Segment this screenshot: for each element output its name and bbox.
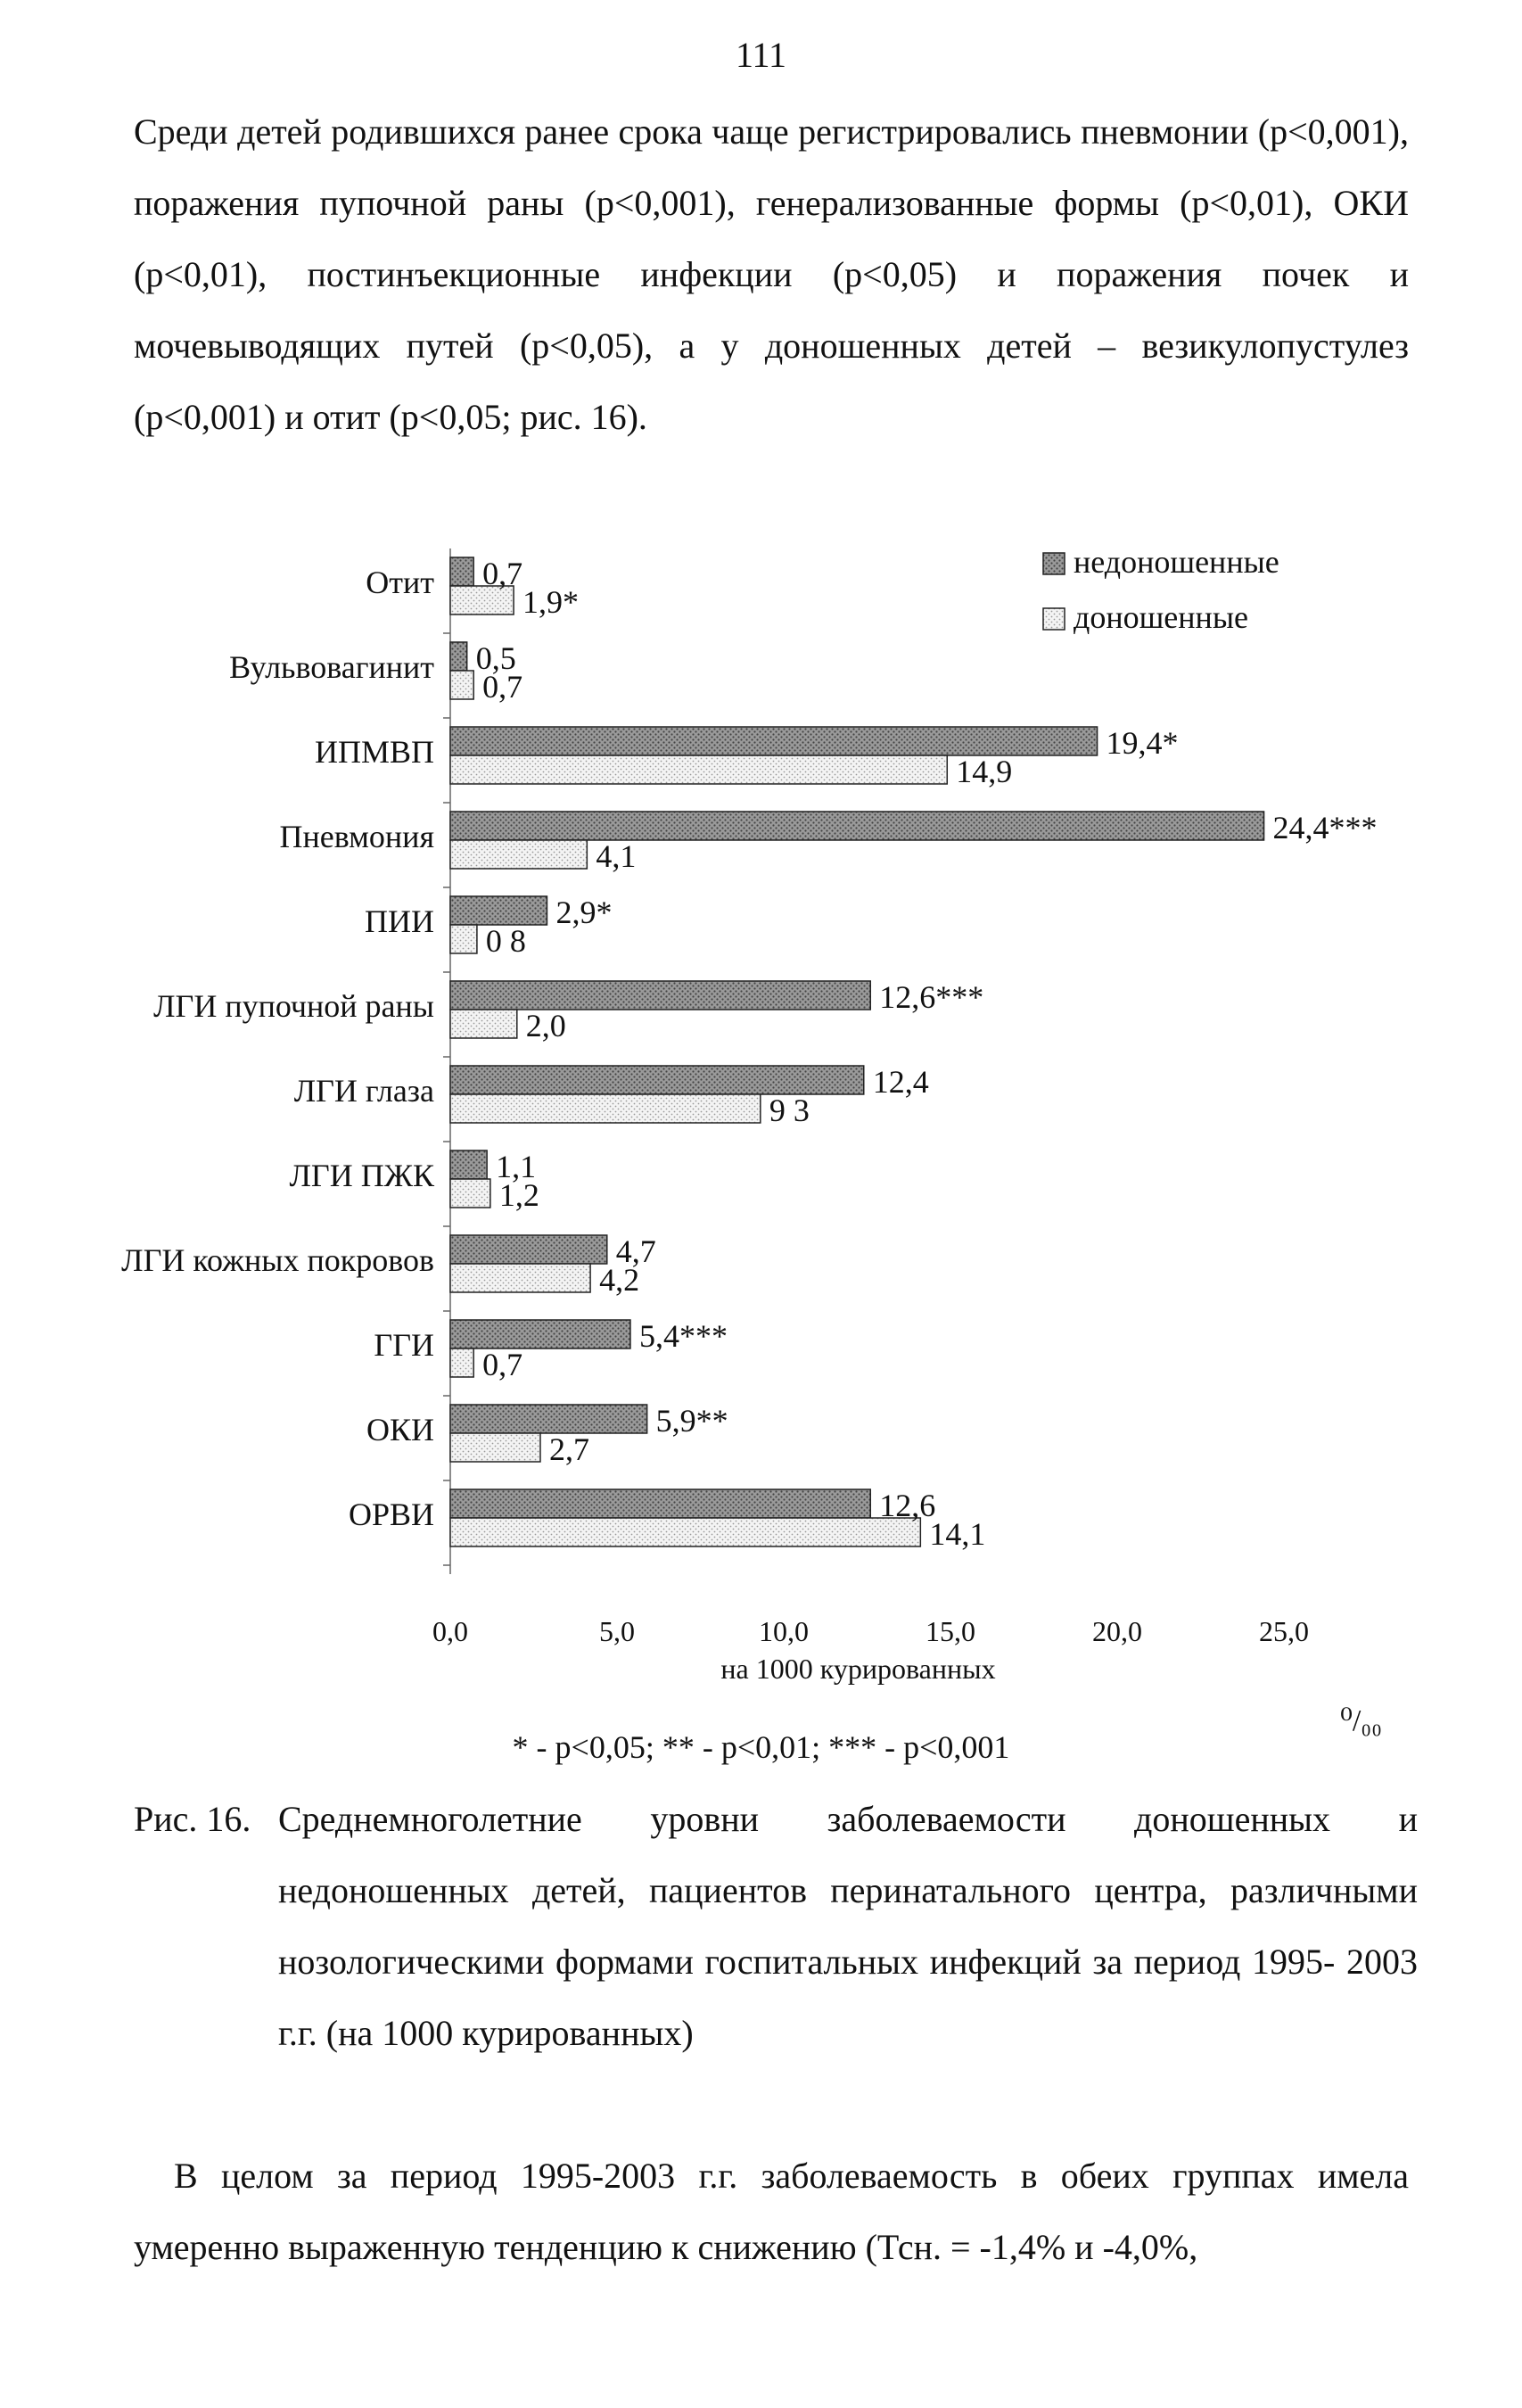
x-tick-label: 15,0	[926, 1615, 975, 1647]
value-label-preterm-ипмвп: 19,4*	[1106, 725, 1179, 761]
bar-preterm-лги-пжк	[450, 1150, 487, 1179]
bar-term-лги-кожных-покровов	[450, 1264, 590, 1292]
value-label-term-оки: 2,7	[548, 1431, 589, 1467]
page-number: 111	[735, 35, 787, 75]
paragraph-top: Среди детей родившихся ранее срока чаще регистрировались пневмонии (p<0,001), поражения пупочной раны (p<0,001), генерализованные формы (p<0,01), ОКИ (p<0,01), постинъекционные инфекции (p<0,05) и поражения почек и мочевыводящих путей (p<0,05), а у доношенных детей – везикулопустулез (p<0,001) и отит (p<0,05; рис. 16).	[134, 111, 1409, 437]
value-label-term-лги-глаза: 9 3	[769, 1093, 810, 1128]
category-label-лги-глаза: ЛГИ глаза	[293, 1073, 434, 1109]
value-label-term-гги: 0,7	[482, 1347, 523, 1382]
x-tick-label: 0,0	[432, 1615, 468, 1647]
value-label-term-вульвовагинит: 0,7	[482, 669, 523, 705]
bar-preterm-вульвовагинит	[450, 642, 467, 671]
value-label-preterm-пии: 2,9*	[555, 895, 613, 930]
caption-text: Среднемноголетние уровни заболеваемости доношенных и недоношенных детей, пациентов перинатального центра, различными нозологическими формами госпитальных инфекций за период 1995- 2003 г.г. (на 1000 курированных)	[278, 1799, 1418, 2053]
bar-term-орви	[450, 1518, 920, 1546]
category-label-отит: Отит	[366, 565, 434, 600]
category-label-лги-пжк: ЛГИ ПЖК	[289, 1158, 434, 1193]
value-label-preterm-пневмония: 24,4***	[1272, 810, 1378, 845]
bar-preterm-орви	[450, 1489, 870, 1518]
value-label-term-пневмония: 4,1	[596, 838, 637, 874]
bar-term-ипмвп	[450, 755, 947, 784]
x-axis-label: на 1000 курированных	[720, 1653, 996, 1685]
value-label-preterm-лги-глаза: 12,4	[872, 1064, 929, 1100]
bar-term-пневмония	[450, 840, 587, 869]
chart-svg	[98, 535, 1436, 1748]
bar-term-гги	[450, 1348, 473, 1377]
legend-label-доношенные: доношенные	[1074, 599, 1248, 635]
value-label-term-ипмвп: 14,9	[956, 754, 1013, 789]
bar-preterm-оки	[450, 1405, 647, 1433]
value-label-preterm-лги-пжк: 1,1	[496, 1149, 537, 1184]
value-label-term-пии: 0 8	[485, 923, 526, 959]
bar-chart	[98, 535, 1436, 1748]
bar-term-лги-пупочной-раны	[450, 1010, 517, 1038]
value-label-preterm-отит: 0,7	[482, 556, 523, 591]
category-label-орви: ОРВИ	[348, 1497, 434, 1532]
bar-preterm-лги-глаза	[450, 1066, 864, 1094]
bar-preterm-лги-пупочной-раны	[450, 981, 870, 1010]
value-label-term-орви: 14,1	[929, 1516, 986, 1552]
significance-note: * - p<0,05; ** - p<0,01; *** - p<0,001	[512, 1729, 1010, 1765]
legend-swatch-недоношенные	[1043, 553, 1065, 574]
paragraph-bottom: В целом за период 1995-2003 г.г. заболеваемость в обеих группах имела умеренно выраженную тенденцию к снижению (Тсн. = -1,4% и -4,0%,	[134, 2156, 1409, 2267]
category-label-оки: ОКИ	[366, 1412, 434, 1447]
value-label-preterm-гги: 5,4***	[638, 1318, 728, 1354]
bar-preterm-гги	[450, 1320, 630, 1348]
value-label-term-отит: 1,9*	[522, 584, 580, 620]
value-label-preterm-оки: 5,9**	[655, 1403, 728, 1439]
x-tick-label: 5,0	[599, 1615, 635, 1647]
bar-preterm-пневмония	[450, 812, 1264, 840]
value-label-term-лги-пупочной-раны: 2,0	[525, 1008, 566, 1043]
legend-swatch-доношенные	[1043, 608, 1065, 630]
category-label-пневмония: Пневмония	[279, 819, 434, 854]
value-label-term-лги-пжк: 1,2	[498, 1177, 539, 1213]
legend-label-недоношенные: недоношенные	[1074, 544, 1279, 580]
bar-term-вульвовагинит	[450, 671, 473, 699]
category-label-гги: ГГИ	[374, 1327, 434, 1363]
bar-term-оки	[450, 1433, 540, 1462]
value-label-preterm-орви: 12,6	[879, 1488, 936, 1523]
value-label-preterm-вульвовагинит: 0,5	[475, 640, 516, 676]
x-tick-label: 25,0	[1259, 1615, 1309, 1647]
category-label-лги-пупочной-раны: ЛГИ пупочной раны	[153, 988, 434, 1024]
x-tick-label: 10,0	[759, 1615, 809, 1647]
bar-preterm-лги-кожных-покровов	[450, 1235, 607, 1264]
bar-term-лги-пжк	[450, 1179, 490, 1208]
category-label-лги-кожных-покровов: ЛГИ кожных покровов	[121, 1242, 434, 1278]
caption-prefix: Рис. 16.	[134, 1799, 251, 1839]
value-label-preterm-лги-кожных-покровов: 4,7	[615, 1233, 656, 1269]
bar-preterm-отит	[450, 557, 473, 586]
bar-term-пии	[450, 925, 477, 953]
x-tick-label: 20,0	[1092, 1615, 1142, 1647]
bar-preterm-пии	[450, 896, 547, 925]
value-label-preterm-лги-пупочной-раны: 12,6***	[879, 979, 984, 1015]
bar-preterm-ипмвп	[450, 727, 1098, 755]
category-label-пии: ПИИ	[365, 903, 434, 939]
category-label-ипмвп: ИПМВП	[314, 734, 434, 770]
bar-term-лги-глаза	[450, 1094, 761, 1123]
unit-label: ⁰/₀₀	[1340, 1704, 1382, 1737]
category-label-вульвовагинит: Вульвовагинит	[229, 649, 434, 685]
value-label-term-лги-кожных-покровов: 4,2	[599, 1262, 640, 1298]
